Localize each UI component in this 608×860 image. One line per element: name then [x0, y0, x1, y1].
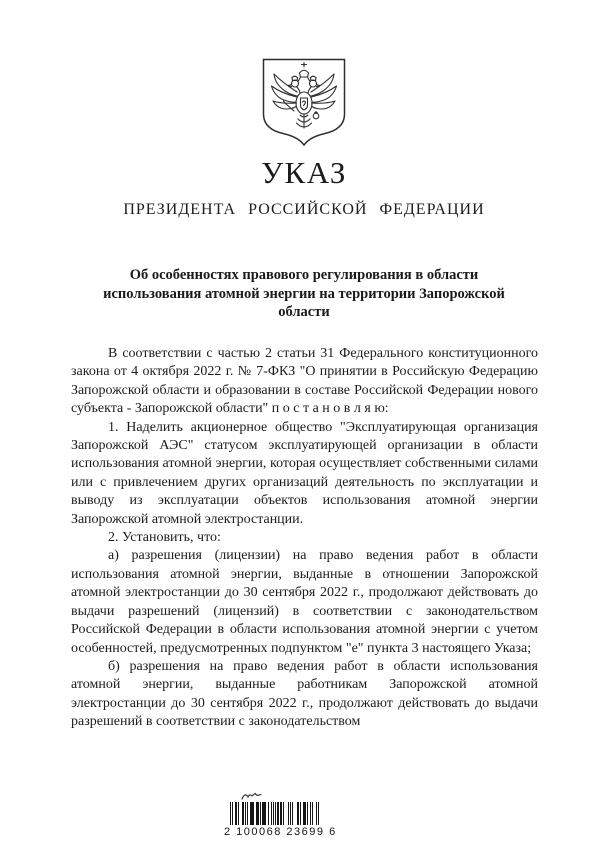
barcode-digits: 2 100068 23699 6 [224, 826, 337, 838]
decree-subject-heading: Об особенностях правового регулирования в области использования атомной энергии на территории Запорожской области [103, 267, 505, 320]
barcode-bars [230, 802, 370, 825]
decree-paragraph-item-1: 1. Наделить акционерное общество "Эксплуатирующая организация Запорожской АЭС" статусом эксплуатирующей организации в области использования атомной энергии, которая осуществляет собственными силами или с привлечением других организаций деятельность по эксплуатации и выводу из эксплуатации объектов использования атомной энергии Запорожской атомной электростанции. [71, 419, 538, 527]
decree-paragraph-item-2: 2. Установить, что: [108, 530, 221, 546]
russia-coat-of-arms-icon [258, 57, 350, 147]
document-issuer-title: ПРЕЗИДЕНТА РОССИЙСКОЙ ФЕДЕРАЦИИ [123, 201, 485, 218]
document-type-title: УКАЗ [261, 155, 347, 190]
decree-body [71, 345, 538, 732]
decree-paragraph-item-2a: а) разрешения (лицензии) на право ведения работ в области использования атомной энергии, выданные в отношении Запорожской атомной электростанции до 30 сентября 2022 г., продолжают действовать до выдачи разрешений (лицензий) в соответствии с законодательством Российской Федерации в области использования атомной энергии с учетом особенностей, предусмотренных подпунктом "е" пункта 3 настоящего Указа; [71, 548, 538, 656]
barcode [224, 791, 370, 838]
stamp-mark-icon [240, 791, 264, 801]
decree-paragraph-preamble: В соответствии с частью 2 статьи 31 Федерального конституционного закона от 4 октября 2022 г. № 7-ФКЗ "О принятии в Российскую Федерацию Запорожской области и образовании в составе Российской Федерации нового субъекта - Запорожской области" п о с т а н о в л я ю: [71, 346, 538, 417]
decree-paragraph-item-2b: б) разрешения на право ведения работ в области использования атомной энергии, выданные работникам Запорожской атомной электростанции до 30 сентября 2022 г., продолжают действовать до выдачи разрешений в соответствии с законодательством [71, 658, 538, 730]
